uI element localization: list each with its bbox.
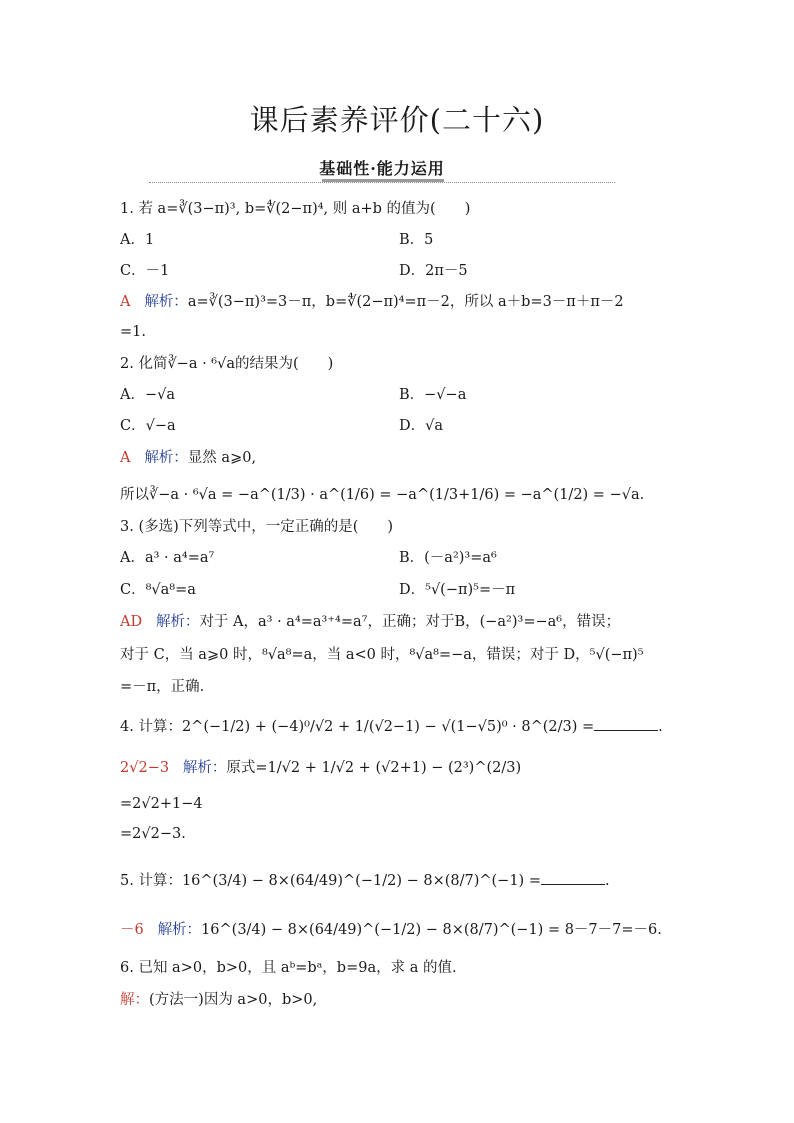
q2-solution-label: 解析：: [144, 450, 188, 466]
q2-option-b: B．−√−a: [399, 387, 467, 403]
q3-solution-text: 对于 A，a³ · a⁴=a³⁺⁴=a⁷，正确；对于B，(−a²)³=−a⁶，错误；: [199, 614, 621, 630]
section-divider: [149, 182, 615, 183]
q1-option-d: D．2π－5: [399, 263, 468, 279]
q5-answer-blank: [541, 870, 605, 885]
q3-stem: 3. (多选)下列等式中，一定正确的是( ): [120, 519, 394, 535]
q3-option-b: B．(－a²)³=a⁶: [399, 550, 497, 566]
q2-option-c: C．√−a: [120, 418, 176, 434]
q2-option-d: D．√a: [399, 418, 444, 434]
q3-solution-line2: 对于 C，当 a⩾0 时，⁸√a⁸=a，当 a<0 时，⁸√a⁸=−a，错误；对于 D，⁵√(−π)⁵: [120, 647, 644, 663]
section-header: [149, 156, 615, 186]
q1-solution-line1: [120, 292, 680, 312]
q2-stem: 2. 化简∛−a · ⁶√a的结果为( ): [120, 356, 334, 372]
q3-solution-line1: [120, 612, 680, 632]
q5-solution-label: 解析：: [157, 922, 202, 938]
q1-option-c: C．－1: [120, 263, 170, 279]
q5-stem: 5. 计算：16^(3/4) − 8×(64/49)^(−1/2) − 8×(8/7)^(−1) =: [120, 873, 541, 889]
q5-solution-line1: [120, 920, 680, 940]
q1-solution-text: a=∛(3−π)³=3－π，b=∜(2−π)⁴=π－2，所以 a＋b=3－π＋π－2: [187, 294, 624, 310]
q4-solution-line1: [120, 758, 680, 778]
page-title: 课后素养评价(二十六): [249, 103, 545, 137]
q5-stem-end: .: [604, 873, 610, 889]
q2-option-a: A．−√a: [120, 387, 176, 403]
q6-solution-line1: [120, 990, 680, 1010]
section-label: 基础性·能力运用: [319, 159, 445, 178]
q3-option-d: D．⁵√(−π)⁵=－π: [399, 582, 516, 598]
q3-option-c: C．⁸√a⁸=a: [120, 582, 196, 598]
q4-answer: 2√2−3: [120, 760, 170, 776]
q5-solution-text: 16^(3/4) − 8×(64/49)^(−1/2) − 8×(8/7)^(−1) = 8－7－7=－6.: [201, 922, 662, 938]
q4-solution-text: 原式=1/√2 + 1/√2 + (√2+1) − (2³)^(2/3): [226, 760, 522, 776]
q2-solution-line1: [120, 448, 680, 468]
q4-stem-end: .: [658, 719, 663, 735]
q5-stem-line: [120, 870, 680, 891]
q1-solution-line2: =1.: [120, 324, 146, 340]
q2-answer: A: [120, 450, 131, 466]
q1-solution-label: 解析：: [144, 294, 188, 310]
q6-stem: 6. 已知 a>0，b>0，且 aᵇ=bᵃ，b=9a，求 a 的值.: [120, 960, 457, 976]
q4-stem: 4. 计算：2^(−1/2) + (−4)⁰/√2 + 1/(√2−1) − √(1−√5)⁰ · 8^(2/3) =: [120, 719, 595, 735]
q3-answer: AD: [120, 614, 143, 630]
q4-solution-label: 解析：: [182, 760, 227, 776]
q4-solution-line3: =2√2−3.: [120, 826, 186, 842]
q2-solution-text: 显然 a⩾0,: [187, 450, 257, 466]
q3-solution-line3: =－π，正确.: [120, 679, 205, 695]
q2-solution-line2: 所以∛−a · ⁶√a = −a^(1/3) · a^(1/6) = −a^(1/3+1/6) = −a^(1/2) = −√a.: [120, 487, 645, 503]
q1-answer: A: [120, 294, 131, 310]
q4-answer-blank: [594, 716, 658, 731]
q4-stem-line: [120, 716, 680, 737]
q3-solution-label: 解析：: [155, 614, 200, 630]
q4-solution-line2: =2√2+1−4: [120, 796, 203, 812]
q3-option-a: A．a³ · a⁴=a⁷: [120, 550, 215, 566]
q5-answer: －6: [120, 922, 144, 938]
q6-solution-label: 解：: [120, 992, 149, 1008]
q1-option-a: A．1: [120, 232, 155, 248]
q6-solution-text: (方法一)因为 a>0，b>0,: [149, 992, 318, 1008]
q1-option-b: B．5: [399, 232, 434, 248]
q1-stem: 1. 若 a=∛(3−π)³, b=∜(2−π)⁴, 则 a+b 的值为( ): [120, 201, 471, 217]
